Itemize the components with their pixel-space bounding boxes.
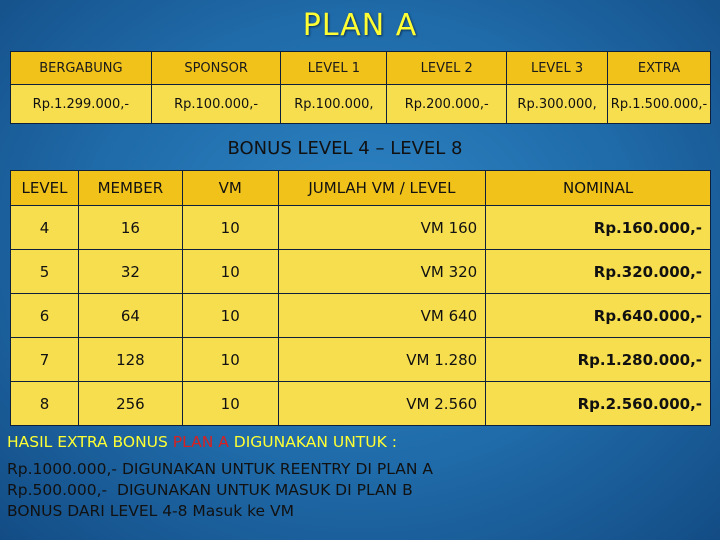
cell-level: 7 bbox=[11, 338, 79, 382]
value-bergabung: Rp.1.299.000,- bbox=[11, 85, 152, 124]
cell-vm: 10 bbox=[182, 382, 278, 426]
notes-heading-post: DIGUNAKAN UNTUK : bbox=[228, 433, 397, 451]
header-level-1: LEVEL 1 bbox=[281, 52, 387, 85]
header-jumlah-vm: JUMLAH VM / LEVEL bbox=[278, 171, 486, 206]
value-level-1: Rp.100.000, bbox=[281, 85, 387, 124]
cell-nominal: Rp.2.560.000,- bbox=[486, 382, 711, 426]
cell-nominal: Rp.640.000,- bbox=[486, 294, 711, 338]
cell-member: 128 bbox=[78, 338, 182, 382]
header-level-2: LEVEL 2 bbox=[387, 52, 507, 85]
cell-jumlah-vm: VM 2.560 bbox=[278, 382, 486, 426]
table-row bbox=[11, 250, 711, 294]
header-bergabung: BERGABUNG bbox=[11, 52, 152, 85]
table-row bbox=[11, 294, 711, 338]
header-level: LEVEL bbox=[11, 171, 79, 206]
note-line: Rp.1000.000,- DIGUNAKAN UNTUK REENTRY DI PLAN A bbox=[7, 460, 433, 478]
header-member: MEMBER bbox=[78, 171, 182, 206]
cell-nominal: Rp.320.000,- bbox=[486, 250, 711, 294]
header-sponsor: SPONSOR bbox=[151, 52, 281, 85]
table-row bbox=[11, 338, 711, 382]
price-table bbox=[10, 51, 711, 124]
price-table-header-row bbox=[11, 52, 711, 85]
value-level-2: Rp.200.000,- bbox=[387, 85, 507, 124]
cell-jumlah-vm: VM 640 bbox=[278, 294, 486, 338]
value-extra: Rp.1.500.000,- bbox=[608, 85, 711, 124]
table-row bbox=[11, 382, 711, 426]
cell-member: 32 bbox=[78, 250, 182, 294]
cell-nominal: Rp.160.000,- bbox=[486, 206, 711, 250]
header-vm: VM bbox=[182, 171, 278, 206]
note-line: Rp.500.000,- DIGUNAKAN UNTUK MASUK DI PLAN B bbox=[7, 481, 413, 499]
table-row bbox=[11, 206, 711, 250]
page-title: PLAN A bbox=[302, 8, 418, 43]
notes-heading-pre: HASIL EXTRA BONUS bbox=[7, 433, 173, 451]
cell-level: 5 bbox=[11, 250, 79, 294]
cell-member: 16 bbox=[78, 206, 182, 250]
bonus-table bbox=[10, 170, 711, 426]
cell-level: 4 bbox=[11, 206, 79, 250]
header-nominal: NOMINAL bbox=[486, 171, 711, 206]
cell-member: 256 bbox=[78, 382, 182, 426]
cell-vm: 10 bbox=[182, 250, 278, 294]
note-line: BONUS DARI LEVEL 4-8 Masuk ke VM bbox=[7, 502, 294, 520]
bonus-section-title: BONUS LEVEL 4 – LEVEL 8 bbox=[227, 138, 463, 159]
notes-heading bbox=[7, 432, 433, 453]
cell-jumlah-vm: VM 160 bbox=[278, 206, 486, 250]
cell-jumlah-vm: VM 1.280 bbox=[278, 338, 486, 382]
usage-notes bbox=[7, 432, 433, 522]
value-level-3: Rp.300.000, bbox=[507, 85, 608, 124]
cell-vm: 10 bbox=[182, 294, 278, 338]
cell-jumlah-vm: VM 320 bbox=[278, 250, 486, 294]
bonus-table-header-row bbox=[11, 171, 711, 206]
cell-nominal: Rp.1.280.000,- bbox=[486, 338, 711, 382]
cell-member: 64 bbox=[78, 294, 182, 338]
cell-vm: 10 bbox=[182, 338, 278, 382]
price-table-value-row bbox=[11, 85, 711, 124]
notes-heading-plan: PLAN A bbox=[172, 433, 229, 451]
cell-vm: 10 bbox=[182, 206, 278, 250]
value-sponsor: Rp.100.000,- bbox=[151, 85, 281, 124]
header-level-3: LEVEL 3 bbox=[507, 52, 608, 85]
header-extra: EXTRA bbox=[608, 52, 711, 85]
cell-level: 8 bbox=[11, 382, 79, 426]
cell-level: 6 bbox=[11, 294, 79, 338]
